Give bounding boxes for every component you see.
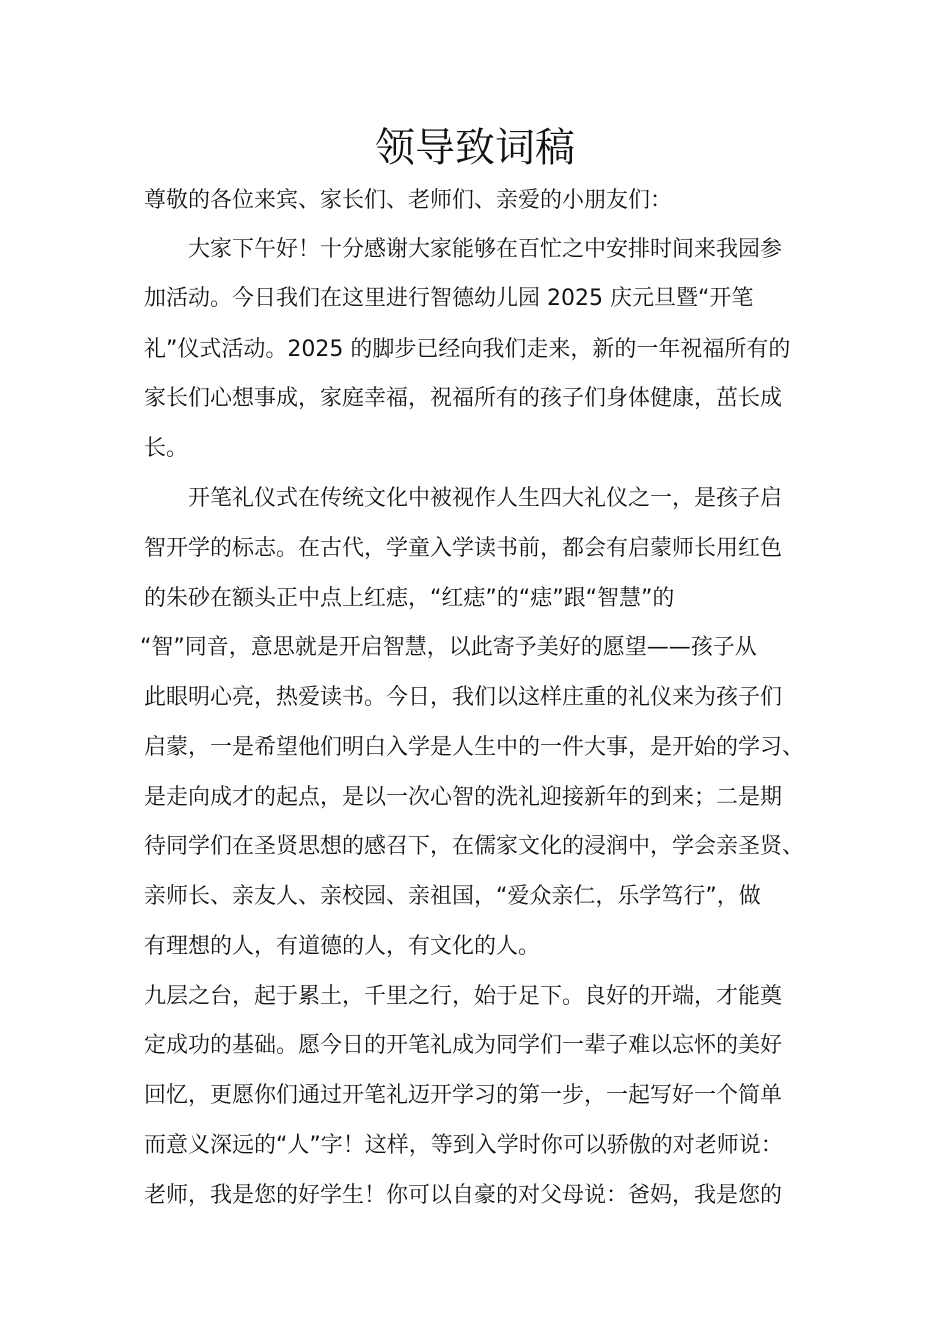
body-line: 有理想的人，有道德的人，有文化的人。: [144, 934, 541, 959]
body-line: “智”同音，意思就是开启智慧，以此寄予美好的愿望——孩子从: [140, 635, 757, 660]
body-line: 的朱砂在额头正中点上红痣，“红痣”的“痣”跟“智慧”的: [144, 586, 675, 611]
body-line: 加活动。今日我们在这里进行智德幼儿园 2025 庆元旦暨“开笔: [144, 286, 754, 311]
body-line: 是走向成才的起点，是以一次心智的洗礼迎接新年的到来；二是期: [144, 785, 783, 810]
body-line: 智开学的标志。在古代，学童入学读书前，都会有启蒙师长用红色: [144, 536, 783, 561]
body-line: 而意义深远的“人”字！这样，等到入学时你可以骄傲的对老师说：: [144, 1133, 783, 1158]
body-line: 长。: [144, 436, 189, 461]
body-line: 亲师长、亲友人、亲校园、亲祖国，“爱众亲仁，乐学笃行”，做: [144, 884, 761, 909]
body-line: 回忆，更愿你们通过开笔礼迈开学习的第一步，一起写好一个简单: [144, 1083, 783, 1108]
body-line: 九层之台，起于累土，千里之行，始于足下。良好的开端，才能奠: [144, 984, 783, 1009]
body-line: 定成功的基础。愿今日的开笔礼成为同学们一辈子难以忘怀的美好: [144, 1033, 783, 1058]
body-line: 启蒙，一是希望他们明白入学是人生中的一件大事，是开始的学习、: [144, 735, 805, 760]
body-line: 家长们心想事成，家庭幸福，祝福所有的孩子们身体健康，茁长成: [144, 386, 783, 411]
body-line: 待同学们在圣贤思想的感召下，在儒家文化的浸润中，学会亲圣贤、: [144, 834, 805, 859]
body-line: 此眼明心亮，热爱读书。今日，我们以这样庄重的礼仪来为孩子们: [144, 685, 783, 710]
document-title: 领导致词稿: [375, 125, 575, 171]
body-line: 礼”仪式活动。2025 的脚步已经向我们走来，新的一年祝福所有的: [144, 337, 791, 362]
body-line: 老师，我是您的好学生！你可以自豪的对父母说：爸妈，我是您的: [144, 1183, 783, 1208]
salutation-line: 尊敬的各位来宾、家长们、老师们、亲爱的小朋友们：: [144, 188, 673, 213]
body-line: 开笔礼仪式在传统文化中被视作人生四大礼仪之一，是孩子启: [188, 486, 783, 511]
body-line: 大家下午好！十分感谢大家能够在百忙之中安排时间来我园参: [188, 237, 783, 262]
